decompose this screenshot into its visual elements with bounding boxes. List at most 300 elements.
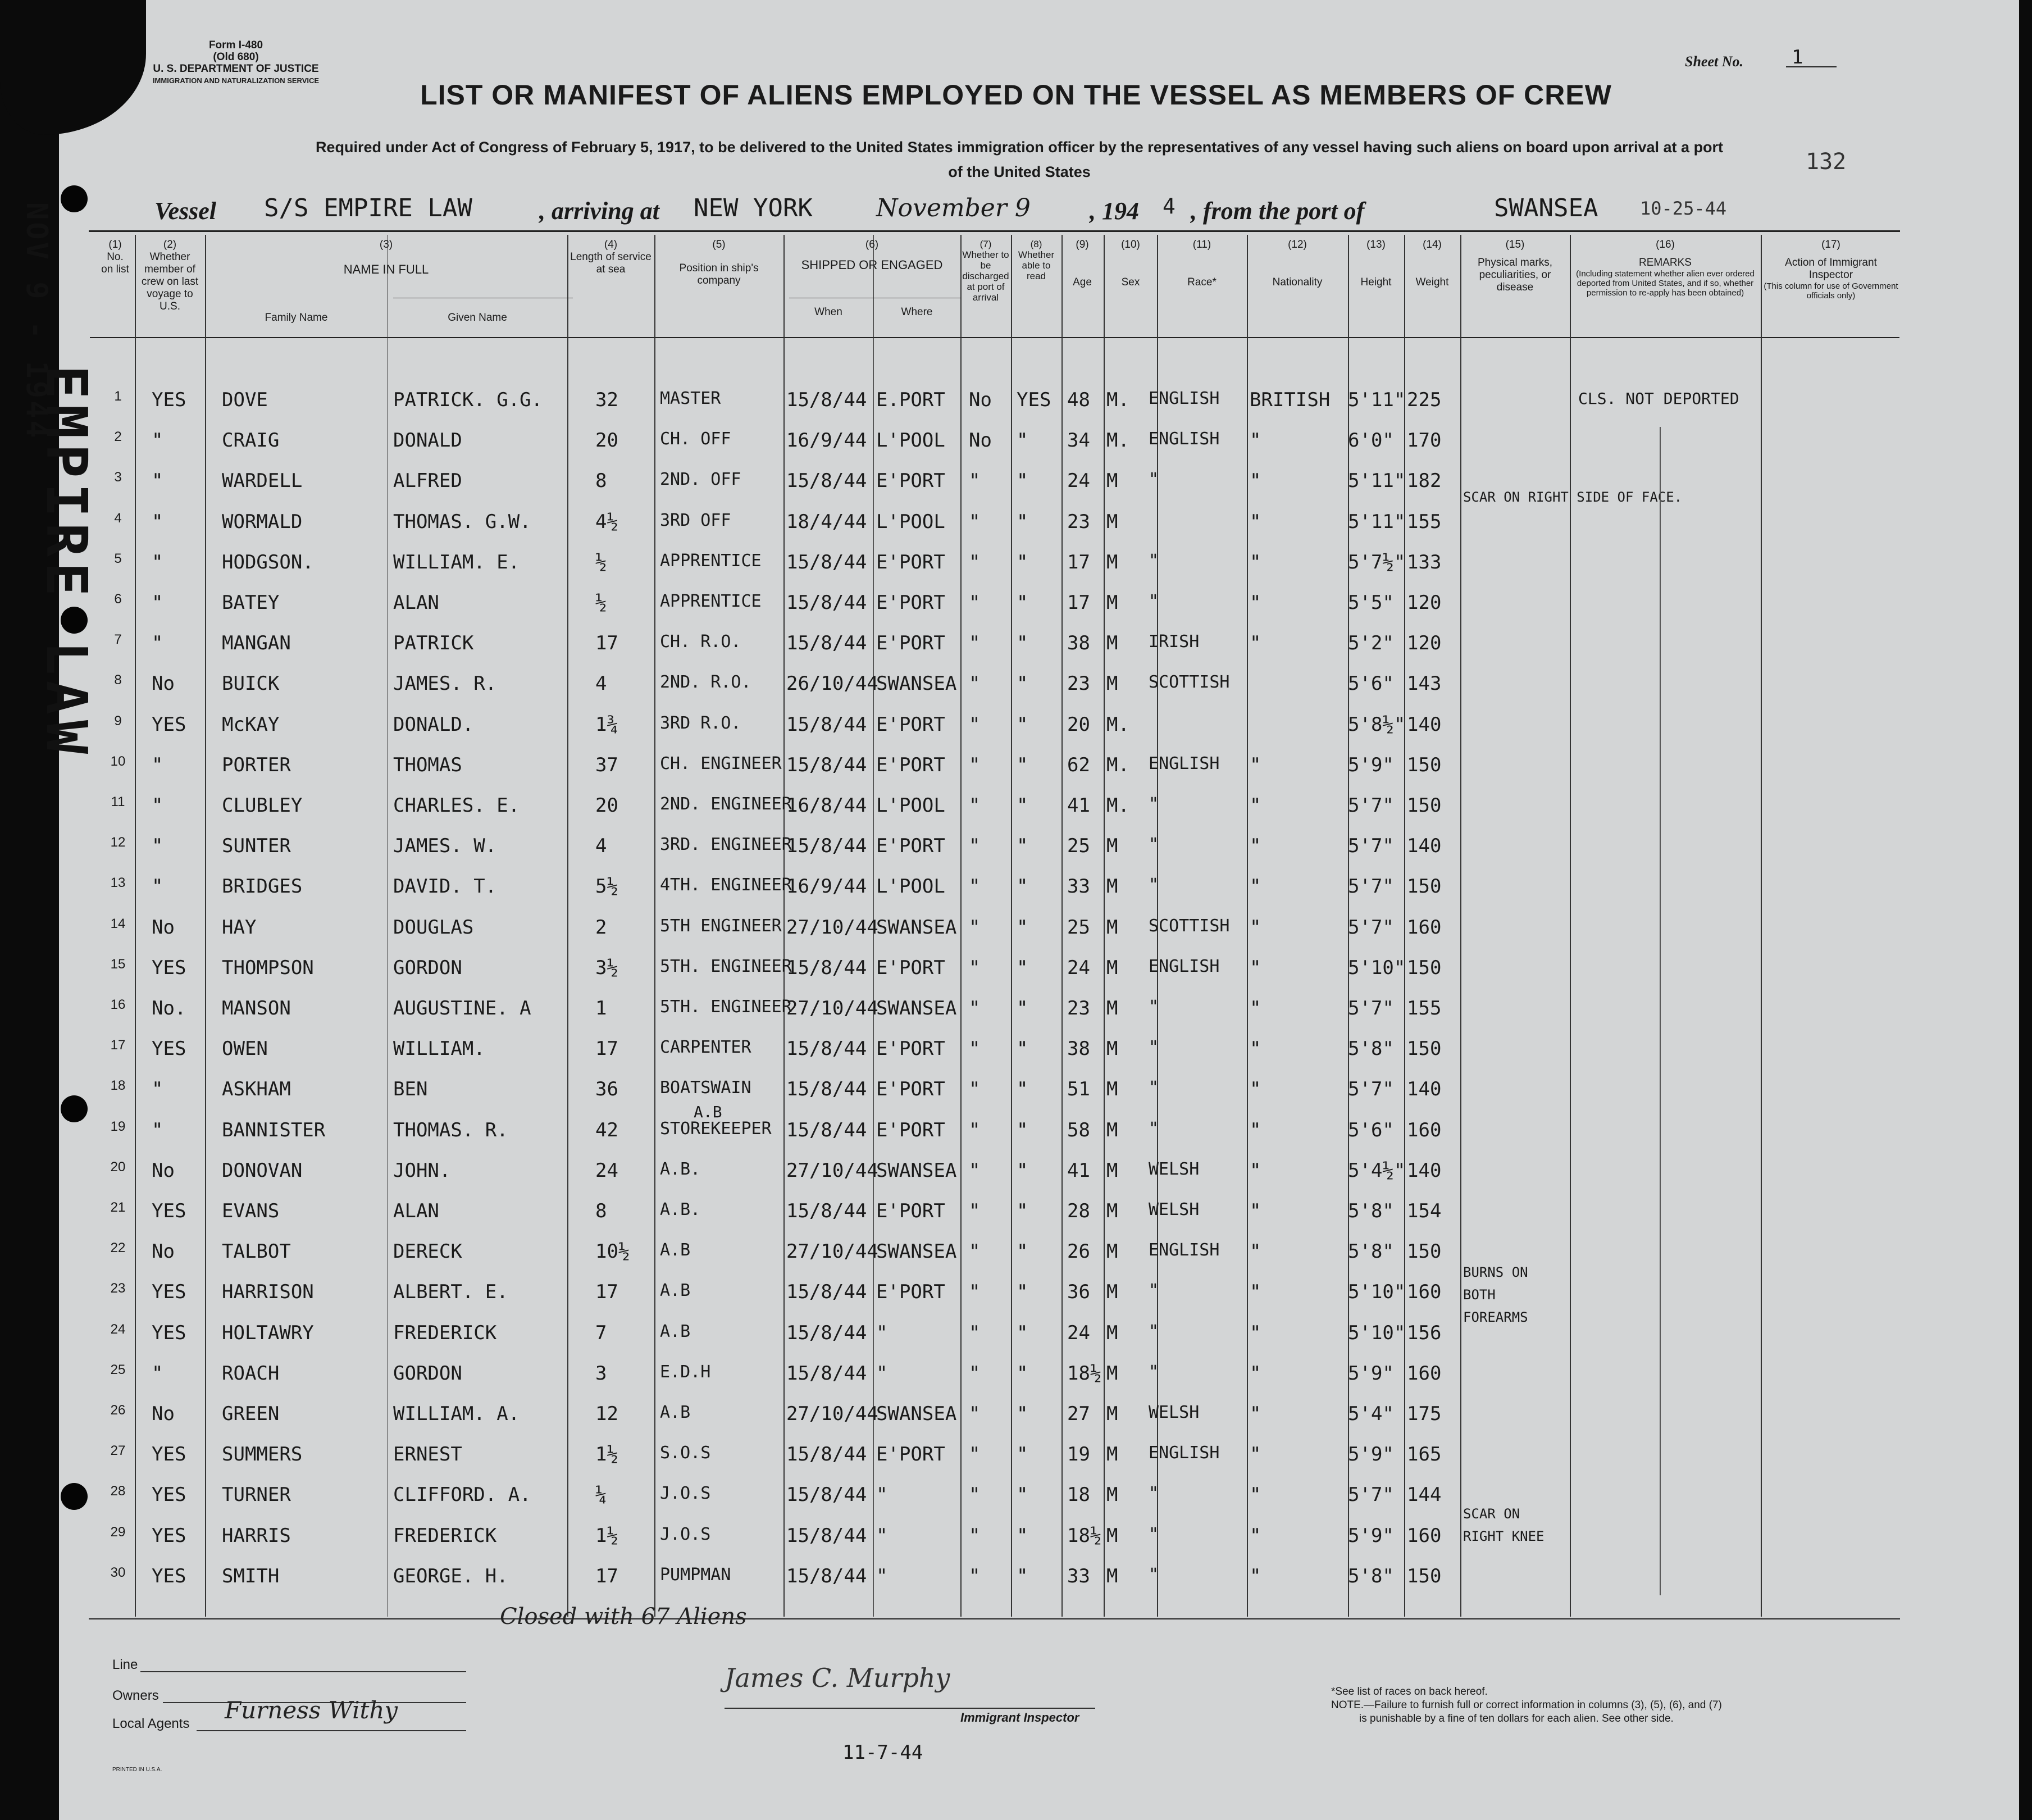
able-to-read-cell: " [1017, 956, 1028, 979]
sex-cell: M [1106, 672, 1118, 695]
row-number: 2 [114, 429, 122, 445]
able-to-read-cell: " [1017, 875, 1028, 898]
nationality-cell: " [1250, 1078, 1261, 1101]
shipped-when-cell: 27/10/44 [786, 1159, 878, 1182]
service-length-cell: 4 [595, 672, 607, 695]
col6-title: SHIPPED OR ENGAGED [801, 258, 943, 272]
race-cell: " [1149, 592, 1159, 611]
prev-voyage-cell: " [152, 632, 163, 655]
col15-title: Physical marks, peculiarities, or disease [1477, 257, 1553, 293]
sex-cell: M [1106, 956, 1118, 979]
weight-cell: 120 [1407, 632, 1442, 655]
row-number: 21 [110, 1200, 126, 1215]
family-name-cell: PORTER [222, 753, 291, 776]
height-cell: 5'6" [1348, 672, 1394, 695]
race-cell: SCOTTISH [1149, 672, 1230, 693]
table-row [0, 1119, 2032, 1159]
shipped-when-cell: 26/10/44 [786, 672, 878, 695]
prev-voyage-cell: " [152, 1362, 163, 1385]
table-row [0, 1443, 2032, 1484]
col13-header [1351, 239, 1401, 289]
weight-cell: 150 [1407, 1038, 1442, 1061]
table-row [0, 470, 2032, 510]
given-name-cell: ALFRED [393, 470, 462, 493]
remarks-ditto-line [1660, 427, 1661, 1595]
weight-cell: 140 [1407, 1078, 1442, 1101]
age-cell: 38 [1067, 1038, 1090, 1061]
col14-header [1407, 239, 1457, 289]
able-to-read-cell: " [1017, 1078, 1028, 1101]
row-number: 26 [110, 1403, 126, 1418]
shipped-when-cell: 15/8/44 [786, 592, 867, 614]
discharged-cell: " [969, 1078, 981, 1101]
discharged-cell: " [969, 470, 981, 493]
table-row [0, 1078, 2032, 1118]
vessel-stamp: EMPIRE LAW [34, 365, 99, 760]
height-cell: 5'10" [1348, 1281, 1406, 1304]
weight-cell: 160 [1407, 1362, 1442, 1385]
shipped-when-cell: 27/10/44 [786, 1240, 878, 1263]
service-length-cell: 17 [595, 632, 618, 655]
col17-header [1764, 239, 1898, 301]
row-number: 12 [110, 835, 126, 850]
given-name-cell: DONALD [393, 429, 462, 452]
col5-header [657, 239, 781, 287]
service-length-cell: 20 [595, 429, 618, 452]
arriving-port: NEW YORK [694, 194, 813, 222]
table-row [0, 957, 2032, 997]
height-cell: 5'9" [1348, 1443, 1394, 1466]
age-cell: 48 [1067, 389, 1090, 411]
shipped-where-cell: L'POOL [876, 429, 945, 452]
prev-voyage-cell: YES [152, 1281, 186, 1304]
col2-title: Whether member of crew on last voyage to U.S. [141, 251, 199, 312]
arriving-label: , arriving at [539, 197, 659, 225]
age-cell: 41 [1067, 1159, 1090, 1182]
nationality-cell: " [1250, 1159, 1261, 1182]
nationality-cell: " [1250, 429, 1261, 452]
given-name-cell: GORDON [393, 956, 462, 979]
discharged-cell: " [969, 1281, 981, 1304]
shipped-where-cell: E'PORT [876, 713, 945, 736]
table-row [0, 1403, 2032, 1443]
given-name-cell: DAVID. T. [393, 875, 497, 898]
row18-ab-note: A.B [694, 1103, 722, 1121]
age-cell: 23 [1067, 510, 1090, 533]
shipped-when-cell: 16/9/44 [786, 429, 867, 452]
sex-cell: M [1106, 1321, 1118, 1344]
year-label: , 194 [1090, 197, 1139, 225]
age-cell: 28 [1067, 1200, 1090, 1222]
service-length-cell: 17 [595, 1038, 618, 1061]
col6-header [786, 239, 958, 271]
family-name-cell: OWEN [222, 1038, 268, 1061]
table-row [0, 429, 2032, 470]
service-length-cell: ½ [595, 592, 607, 614]
height-cell: 5'7" [1348, 916, 1394, 939]
row-number: 17 [110, 1038, 126, 1053]
nationality-cell: " [1250, 1200, 1261, 1222]
race-cell: ENGLISH [1149, 389, 1220, 408]
able-to-read-cell: " [1017, 713, 1028, 736]
nationality-cell: " [1250, 592, 1261, 614]
prev-voyage-cell: YES [152, 1038, 186, 1061]
col7-header [962, 239, 1010, 303]
table-row [0, 835, 2032, 875]
age-cell: 41 [1067, 794, 1090, 817]
weight-cell: 143 [1407, 672, 1442, 695]
position-cell: CH. OFF [660, 429, 731, 449]
sex-cell: M. [1106, 753, 1129, 776]
service-length-cell: 17 [595, 1564, 618, 1587]
sex-cell: M. [1106, 389, 1129, 411]
position-cell: A.B. [660, 1200, 701, 1220]
age-cell: 20 [1067, 713, 1090, 736]
row-number: 10 [110, 753, 126, 769]
sex-cell: M [1106, 1078, 1118, 1101]
discharged-cell: " [969, 1443, 981, 1466]
given-name-cell: PATRICK. G.G. [393, 389, 543, 411]
nationality-cell: " [1250, 1403, 1261, 1425]
shipped-where-cell: E'PORT [876, 470, 945, 493]
sex-cell: M [1106, 916, 1118, 939]
prev-voyage-cell: " [152, 592, 163, 614]
stamp-number: 132 [1806, 149, 1847, 175]
weight-cell: 150 [1407, 753, 1442, 776]
sex-cell: M. [1106, 713, 1129, 736]
able-to-read-cell: " [1017, 632, 1028, 655]
sex-cell: M [1106, 592, 1118, 614]
nationality-cell: " [1250, 550, 1261, 574]
race-cell: " [1149, 1038, 1159, 1058]
row-number: 22 [110, 1240, 126, 1256]
position-cell: 2ND. ENGINEER [660, 794, 792, 814]
shipped-where-cell: SWANSEA [876, 1159, 957, 1182]
given-name-cell: WILLIAM. [393, 1038, 485, 1061]
col7-title: Whether to be discharged at port of arrival [962, 249, 1009, 303]
discharged-cell: " [969, 1200, 981, 1222]
col3-header [208, 239, 564, 276]
col16-note: (Including statement whether alien ever ordered deported from United States, and if so, whether permission to re-apply has been obtained) [1576, 269, 1755, 298]
service-length-cell: 12 [595, 1403, 618, 1425]
discharged-cell: " [969, 632, 981, 655]
position-cell: S.O.S [660, 1443, 711, 1463]
prev-voyage-cell: " [152, 1078, 163, 1101]
col17-number: (17) [1821, 239, 1840, 251]
shipped-where-cell: SWANSEA [876, 916, 957, 939]
prev-voyage-cell: YES [152, 956, 186, 979]
nationality-cell: " [1250, 1240, 1261, 1263]
race-cell: " [1149, 835, 1159, 855]
col1-header [101, 239, 129, 276]
shipped-where-cell: SWANSEA [876, 1403, 957, 1425]
weight-cell: 160 [1407, 1118, 1442, 1141]
col4-title: Length of service at sea [570, 251, 651, 275]
discharged-cell: No [969, 429, 992, 452]
height-cell: 5'8" [1348, 1564, 1394, 1587]
prev-voyage-cell: " [152, 1118, 163, 1141]
position-cell: APPRENTICE [660, 592, 762, 611]
service-length-cell: 8 [595, 1200, 607, 1222]
shipped-where-cell: E.PORT [876, 389, 945, 411]
able-to-read-cell: " [1017, 997, 1028, 1020]
race-cell: ENGLISH [1149, 1443, 1220, 1463]
weight-cell: 150 [1407, 875, 1442, 898]
position-cell: A.B [660, 1281, 691, 1301]
form-number: Form I-480 [208, 39, 263, 51]
discharged-cell: " [969, 875, 981, 898]
age-cell: 18 [1067, 1484, 1090, 1507]
col16-title: REMARKS [1639, 257, 1692, 269]
table-row [0, 1565, 2032, 1605]
col9-number: (9) [1076, 239, 1089, 251]
race-cell: " [1149, 1362, 1159, 1382]
weight-cell: 144 [1407, 1484, 1442, 1507]
table-row [0, 1362, 2032, 1403]
subtitle-line-1: Required under Act of Congress of February 5, 1917, to be delivered to the United States immigration officer by the representatives of any vessel having such aliens on board upon arrival at a port [315, 139, 1724, 156]
prev-voyage-cell: YES [152, 713, 186, 736]
col4-header [570, 239, 651, 276]
row-number: 8 [114, 672, 122, 688]
shipped-where-cell: E'PORT [876, 550, 945, 574]
height-cell: 5'8½" [1348, 713, 1406, 736]
row-number: 28 [110, 1484, 126, 1499]
age-cell: 38 [1067, 632, 1090, 655]
physical-mark-row29: SCAR ON RIGHT KNEE [1463, 1506, 1544, 1544]
prev-voyage-cell: " [152, 550, 163, 574]
col5-number: (5) [712, 239, 726, 251]
discharged-cell: " [969, 1362, 981, 1385]
shipped-when-cell: 15/8/44 [786, 713, 867, 736]
table-row [0, 672, 2032, 713]
table-row [0, 1484, 2032, 1524]
service-length-cell: 1 [595, 997, 607, 1020]
weight-cell: 140 [1407, 835, 1442, 858]
weight-cell: 156 [1407, 1321, 1442, 1344]
given-name-cell: WILLIAM. E. [393, 550, 520, 574]
owners-label: Owners [112, 1688, 159, 1703]
position-cell: CARPENTER [660, 1038, 751, 1058]
col12-title: Nationality [1272, 276, 1323, 288]
sex-cell: M [1106, 470, 1118, 493]
shipped-when-cell: 15/8/44 [786, 1564, 867, 1587]
table-row [0, 551, 2032, 592]
age-cell: 34 [1067, 429, 1090, 452]
col14-number: (14) [1423, 239, 1442, 251]
discharged-cell: " [969, 1240, 981, 1263]
prev-voyage-cell: YES [152, 1443, 186, 1466]
nationality-cell: " [1250, 470, 1261, 493]
age-cell: 19 [1067, 1443, 1090, 1466]
row-number: 9 [114, 713, 122, 729]
discharged-cell: " [969, 550, 981, 574]
nationality-cell: " [1250, 956, 1261, 979]
able-to-read-cell: " [1017, 592, 1028, 614]
family-name-cell: ASKHAM [222, 1078, 291, 1101]
height-cell: 5'6" [1348, 1118, 1394, 1141]
prev-voyage-cell: " [152, 429, 163, 452]
given-name-cell: JOHN. [393, 1159, 451, 1182]
col17-note: (This column for use of Government officials only) [1764, 281, 1898, 301]
row-number: 5 [114, 550, 122, 566]
given-name-cell: ALAN [393, 1200, 439, 1222]
table-row [0, 794, 2032, 835]
position-cell: PUMPMAN [660, 1564, 731, 1585]
nationality-cell: " [1250, 753, 1261, 776]
sex-cell: M. [1106, 794, 1129, 817]
family-name-cell: SUNTER [222, 835, 291, 858]
given-name-cell: ALBERT. E. [393, 1281, 508, 1304]
table-row [0, 916, 2032, 957]
sex-cell: M [1106, 1281, 1118, 1304]
sex-cell: M [1106, 1524, 1118, 1547]
nationality-cell: " [1250, 510, 1261, 533]
service-length-cell: 2 [595, 916, 607, 939]
family-name-cell: DOVE [222, 389, 268, 411]
col14-title: Weight [1415, 276, 1449, 288]
age-cell: 62 [1067, 753, 1090, 776]
department-name: U. S. DEPARTMENT OF JUSTICE [153, 63, 319, 75]
age-cell: 58 [1067, 1118, 1090, 1141]
signature-line [725, 1708, 1095, 1709]
able-to-read-cell: " [1017, 1281, 1028, 1304]
weight-cell: 155 [1407, 997, 1442, 1020]
service-length-cell: 1½ [595, 1524, 618, 1547]
given-name-cell: FREDERICK [393, 1524, 497, 1547]
shipped-where-cell: E'PORT [876, 1118, 945, 1141]
closed-note: Closed with 67 Aliens [500, 1604, 747, 1630]
height-cell: 5'7" [1348, 997, 1394, 1020]
height-cell: 5'8" [1348, 1038, 1394, 1061]
local-agents-value: Furness Withy [225, 1696, 398, 1724]
weight-cell: 160 [1407, 1524, 1442, 1547]
shipped-where-cell: " [876, 1564, 888, 1587]
discharged-cell: " [969, 997, 981, 1020]
prev-voyage-cell: No [152, 1403, 175, 1425]
age-cell: 36 [1067, 1281, 1090, 1304]
service-length-cell: 3 [595, 1362, 607, 1385]
age-cell: 24 [1067, 470, 1090, 493]
family-name-cell: BUICK [222, 672, 280, 695]
sex-cell: M [1106, 997, 1118, 1020]
weight-cell: 225 [1407, 389, 1442, 411]
row-number: 16 [110, 997, 126, 1012]
given-name-cell: PATRICK [393, 632, 474, 655]
service-length-cell: 36 [595, 1078, 618, 1101]
height-cell: 5'5" [1348, 592, 1394, 614]
col11-title: Race* [1187, 276, 1217, 288]
row-number: 14 [110, 916, 126, 931]
discharged-cell: " [969, 1524, 981, 1547]
service-length-cell: 3½ [595, 956, 618, 979]
table-row [0, 511, 2032, 551]
shipped-when-cell: 15/8/44 [786, 1362, 867, 1385]
where-header: Where [901, 306, 933, 318]
service-length-cell: ¼ [595, 1484, 607, 1507]
height-cell: 5'10" [1348, 956, 1406, 979]
shipped-when-cell: 15/8/44 [786, 632, 867, 655]
shipped-when-cell: 27/10/44 [786, 916, 878, 939]
col12-number: (12) [1288, 239, 1307, 251]
service-length-cell: 1½ [595, 1443, 618, 1466]
family-name-cell: BANNISTER [222, 1118, 326, 1141]
shipped-when-cell: 27/10/44 [786, 1403, 878, 1425]
weight-cell: 160 [1407, 916, 1442, 939]
weight-cell: 154 [1407, 1200, 1442, 1222]
col2-number: (2) [163, 239, 177, 251]
row-number: 23 [110, 1281, 126, 1296]
col8-header [1012, 239, 1060, 281]
year-value: 4 [1163, 194, 1176, 219]
printer-mark: PRINTED IN U.S.A. [112, 1767, 162, 1773]
height-cell: 5'4" [1348, 1403, 1394, 1425]
row-number: 13 [110, 875, 126, 891]
given-name-cell: DOUGLAS [393, 916, 474, 939]
position-cell: 2ND. OFF [660, 470, 741, 490]
footnote-races: *See list of races on back hereof. [1331, 1686, 1488, 1698]
family-name-cell: HARRIS [222, 1524, 291, 1547]
shipped-when-cell: 15/8/44 [786, 1321, 867, 1344]
shipped-when-cell: 15/8/44 [786, 1038, 867, 1061]
race-cell: " [1149, 1484, 1159, 1504]
prev-voyage-cell: No. [152, 997, 186, 1020]
height-cell: 5'8" [1348, 1240, 1394, 1263]
sheet-label: Sheet No. [1685, 53, 1743, 70]
footnote-penalty-1: NOTE.—Failure to furnish full or correct information in columns (3), (5), (6), and (7) [1331, 1699, 1722, 1711]
table-row [0, 1240, 2032, 1281]
sheet-underline [1786, 66, 1837, 67]
race-cell: ENGLISH [1149, 753, 1220, 774]
family-name-header: Family Name [265, 312, 328, 324]
age-cell: 18½ [1067, 1362, 1102, 1385]
footnotes [1331, 1685, 1814, 1726]
given-name-cell: BEN [393, 1078, 428, 1101]
weight-cell: 155 [1407, 510, 1442, 533]
shipped-where-cell: E'PORT [876, 753, 945, 776]
shipped-when-cell: 15/8/44 [786, 1281, 867, 1304]
shipped-where-cell: SWANSEA [876, 672, 957, 695]
shipped-when-cell: 15/8/44 [786, 956, 867, 979]
able-to-read-cell: " [1017, 429, 1028, 452]
nationality-cell: BRITISH [1250, 389, 1331, 411]
shipped-where-cell: E'PORT [876, 1200, 945, 1222]
col1-number: (1) [108, 239, 122, 251]
shipped-when-cell: 15/8/44 [786, 1118, 867, 1141]
given-name-cell: CLIFFORD. A. [393, 1484, 531, 1507]
weight-cell: 133 [1407, 550, 1442, 574]
form-old-number: (Old 680) [213, 51, 259, 63]
able-to-read-cell: YES [1017, 389, 1051, 411]
physical-mark-row4: SCAR ON RIGHT SIDE OF FACE. [1463, 489, 1683, 505]
service-length-cell: 24 [595, 1159, 618, 1182]
weight-cell: 150 [1407, 956, 1442, 979]
prev-voyage-cell: " [152, 835, 163, 858]
page-title: LIST OR MANIFEST OF ALIENS EMPLOYED ON THE VESSEL AS MEMBERS OF CREW [420, 79, 1612, 111]
position-cell: A.B. [660, 1159, 701, 1179]
position-cell: 5TH. ENGINEER [660, 956, 792, 976]
line-underline [140, 1671, 466, 1672]
prev-voyage-cell: " [152, 753, 163, 776]
shipped-when-cell: 16/8/44 [786, 794, 867, 817]
col3-number: (3) [379, 239, 393, 251]
position-cell: E.D.H [660, 1362, 711, 1382]
shipped-when-cell: 15/8/44 [786, 1443, 867, 1466]
sex-cell: M [1106, 1118, 1118, 1141]
row-number: 4 [114, 510, 122, 526]
family-name-cell: EVANS [222, 1200, 280, 1222]
shipped-where-cell: " [876, 1524, 888, 1547]
nationality-cell: " [1250, 916, 1261, 939]
